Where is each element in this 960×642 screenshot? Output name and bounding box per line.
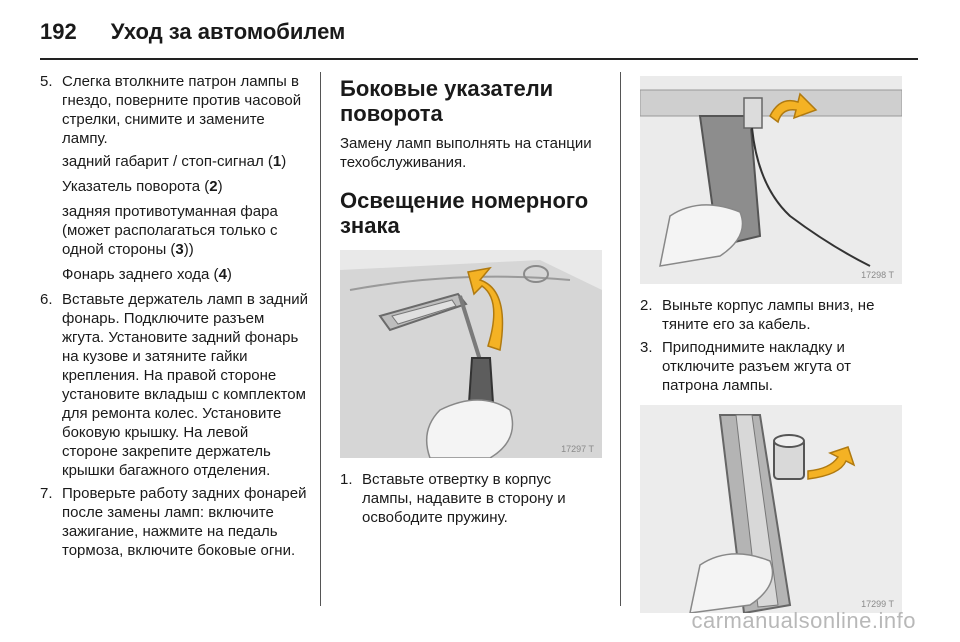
figure-connector-removal — [640, 405, 902, 613]
page-number: 192 — [40, 19, 77, 44]
figure-code: 17298 T — [861, 270, 894, 280]
step-5: 5. Слегка втолкните патрон лампы в гнездо, поверните против часовой стрелки, снимите и замените лампу. — [40, 73, 302, 147]
step-3: 3. Приподнимите накладку и отключите разъем жгута от патрона лампы. — [640, 339, 852, 394]
page-title: Уход за автомобилем — [110, 19, 346, 44]
lamp-turn-signal: Указатель поворота (2) — [62, 178, 223, 195]
column-divider-right — [620, 72, 621, 606]
figure-code: 17299 T — [861, 599, 894, 609]
screwdriver-illustration — [340, 250, 602, 458]
figure-lamp-removal — [640, 76, 902, 284]
lamp-rear-fog: задняя противотуманная фара (может располагаться только с одной стороны (3)) — [62, 203, 278, 258]
figure-code: 17297 T — [561, 444, 594, 454]
page-header — [40, 12, 345, 52]
lamp-housing-illustration — [640, 76, 902, 284]
step-1: 1. Вставьте отвертку в корпус лампы, надавите в сторону и освободите пружину. — [340, 471, 566, 526]
column-left — [40, 72, 308, 564]
connector-illustration — [640, 405, 902, 613]
lamp-reversing: Фонарь заднего хода (4) — [62, 266, 232, 283]
column-middle — [340, 76, 602, 531]
column-divider-left — [320, 72, 321, 606]
step-7: 7. Проверьте работу задних фонарей после замены ламп: включите зажигание, нажмите на педаль тормоза, включите боковые огни. — [40, 485, 307, 559]
watermark: carmanualsonline.info — [691, 608, 916, 633]
column-right — [640, 76, 908, 613]
step-2: 2. Выньте корпус лампы вниз, не тяните его за кабель. — [640, 297, 875, 333]
step-6: 6. Вставьте держатель ламп в задний фонарь. Подключите разъем жгута. Установите задний фонарь на кузове и затяните гайки крепления. На правой стороне установите вкладыш с комплектом для ремонта колес. Установите боковую крышку. На левой стороне закрепите держатель крышки багажного отделения. — [40, 291, 308, 479]
header-divider — [40, 58, 918, 60]
heading-side-indicators: Боковые указатели поворота — [340, 76, 554, 126]
heading-license-plate-light: Освещение номерного знака — [340, 188, 589, 238]
side-indicators-text: Замену ламп выполнять на станции техобслуживания. — [340, 135, 592, 171]
figure-screwdriver — [340, 250, 602, 458]
lamp-tail-stop: задний габарит / стоп-сигнал (1) — [62, 153, 287, 170]
